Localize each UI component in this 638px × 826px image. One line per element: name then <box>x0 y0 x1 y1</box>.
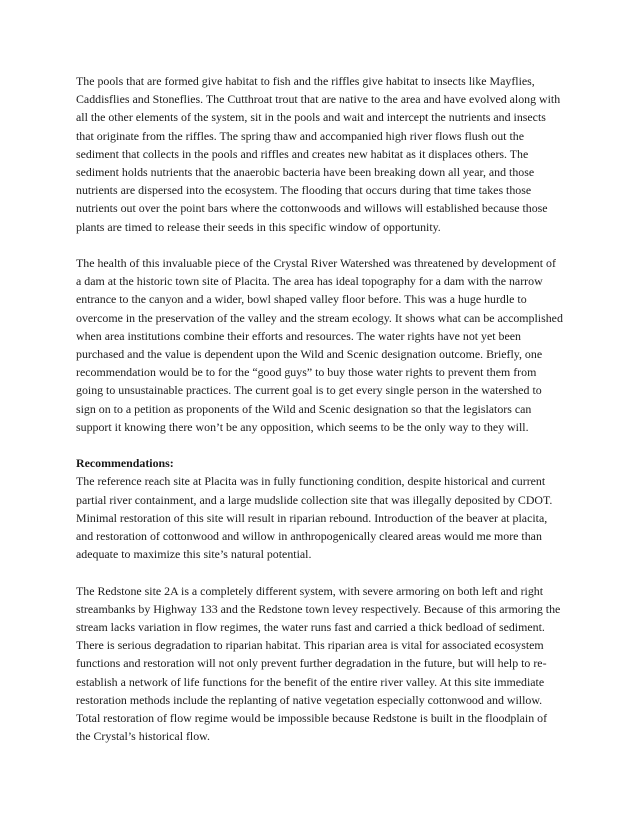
document-page <box>76 72 564 764</box>
paragraph-dam-threat: The health of this invaluable piece of the Crystal River Watershed was threatened by development of a dam at the historic town site of Placita. The area has ideal topography for a dam with the narrow entrance to the canyon and a wider, bowl shaped valley floor before. This was a huge hurdle to overcome in the preservation of the valley and the stream ecology. It shows what can be accomplished when area institutions combine their efforts and resources. The water rights have not yet been purchased and the value is dependent upon the Wild and Scenic designation outcome. Briefly, one recommendation would be to for the “good guys” to buy those water rights to prevent them from going to unsustainable practices. The current goal is to get every single person in the watershed to sign on to a petition as proponents of the Wild and Scenic designation so that the legislators can support it knowing there won’t be any opposition, which seems to be the only way to they will. <box>76 256 563 434</box>
paragraph-redstone-recommendation: The Redstone site 2A is a completely different system, with severe armoring on both left and right streambanks by Highway 133 and the Redstone town levey respectively. Because of this armoring the stream lacks variation in flow regimes, the water runs fast and carried a thick bedload of sediment. There is serious degradation to riparian habitat. This riparian area is vital for associated ecosystem functions and restoration will not only prevent further degradation in the future, but will help to re-establish a network of life functions for the benefit of the entire river valley. At this site immediate restoration methods include the replanting of native vegetation especially cottonwood and willow. Total restoration of flow regime would be impossible because Redstone is built in the floodplain of the Crystal’s historical flow. <box>76 583 561 744</box>
paragraph-habitat: The pools that are formed give habitat to fish and the riffles give habitat to insects like Mayflies, Caddisflies and Stoneflies. The Cutthroat trout that are native to the area and have evolved along with all the other elements of the system, sit in the pools and wait and intercept the nutrients and insects that originate from the riffles. The spring thaw and accompanied high river flows flush out the sediment that collects in the pools and riffles and creates new habitat as it displaces others. The sediment holds nutrients that the anaerobic bacteria have been breaking down all year, and those nutrients are dispersed into the ecosystem. The flooding that occurs during that time takes those nutrients out over the point bars where the cottonwoods and willows will established because those plants are timed to release their seeds in this specific window of opportunity. <box>76 74 561 234</box>
paragraph-placita-recommendation: The reference reach site at Placita was in fully functioning condition, despite historical and current partial river containment, and a large mudslide collection site that was illegally deposited by CDOT. Minimal restoration of this site will result in riparian rebound. Introduction of the beaver at placita, and restoration of cottonwood and willow in anthropogenically cleared areas would me more than adequate to maximize this site’s natural potential. <box>76 474 553 562</box>
section-heading-recommendations: Recommendations: <box>76 456 174 471</box>
